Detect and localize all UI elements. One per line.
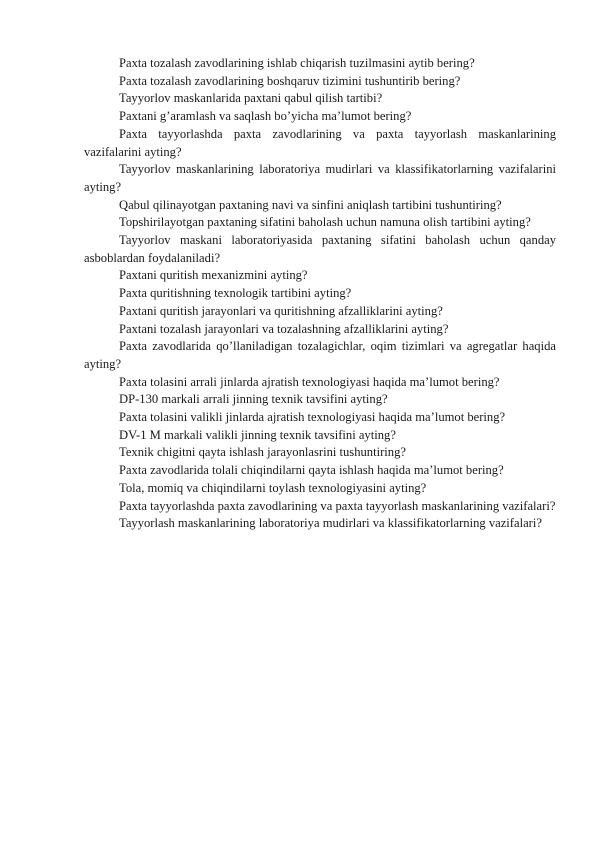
question-line: Paxta tolasini valikli jinlarda ajratish texnologiyasi haqida ma’lumot bering? — [119, 410, 506, 425]
question-line: Paxta tayyorlashda paxta zavodlarining va paxta tayyorlash maskanlarining vazifalarini ayting? — [84, 126, 556, 159]
question-line: DP-130 markali arrali jinning texnik tavsifini ayting? — [119, 392, 388, 407]
question-line: Tola, momiq va chiqindilarni toylash texnologiyasini ayting? — [119, 480, 427, 495]
question-line: Paxta tayyorlashda paxta zavodlarining va paxta tayyorlash maskanlarining vazifalari? — [119, 498, 556, 513]
question-line: Texnik chigitni qayta ishlash jarayonlasrini tushuntiring? — [119, 445, 406, 460]
question-line: Paxta zavodlarida tolali chiqindilarni qayta ishlash haqida ma’lumot bering? — [119, 463, 504, 478]
question-line: Paxta tolasini arrali jinlarda ajratish texnologiyasi haqida ma’lumot bering? — [119, 374, 500, 389]
question-line: Paxta quritishning texnologik tartibini ayting? — [119, 286, 352, 301]
question-line: Tayyorlov maskanlarida paxtani qabul qilish tartibi? — [119, 91, 383, 106]
question-line: Paxtani quritish jarayonlari va quritishning afzalliklarini ayting? — [119, 303, 443, 318]
question-line: Paxtani tozalash jarayonlari va tozalashning afzalliklarini ayting? — [119, 321, 449, 336]
question-line: Paxtani g’aramlash va saqlash bo’yicha ma’lumot bering? — [119, 109, 412, 124]
question-line: DV-1 M markali valikli jinning texnik tavsifini ayting? — [119, 427, 396, 442]
question-line: Qabul qilinayotgan paxtaning navi va sinfini aniqlash tartibini tushuntiring? — [119, 197, 502, 212]
question-line: Tayyorlov maskanlarining laboratoriya mudirlari va klassifikatorlarning vazifalarini ayting? — [84, 162, 556, 194]
question-line: Tayyorlov maskani laboratoriyasida paxtaning sifatini baholash uchun qanday asboblardan foydalaniladi? — [84, 233, 556, 265]
question-line: Tayyorlash maskanlarining laboratoriya mudirlari va klassifikatorlarning vazifalari? — [119, 516, 542, 531]
question-line: Paxta tozalash zavodlarining ishlab chiqarish tuzilmasini aytib bering? — [119, 56, 475, 70]
question-line: Paxtani quritish mexanizmini ayting? — [119, 268, 308, 283]
question-line: Paxta tozalash zavodlarining boshqaruv tizimini tushuntirib bering? — [119, 73, 461, 88]
question-line: Topshirilayotgan paxtaning sifatini baholash uchun namuna olish tartibini ayting? — [119, 215, 531, 230]
question-line: Paxta zavodlarida qo’llaniladigan tozalagichlar, oqim tizimlari va agregatlar haqida ayting? — [84, 339, 556, 371]
document-page — [84, 55, 556, 533]
